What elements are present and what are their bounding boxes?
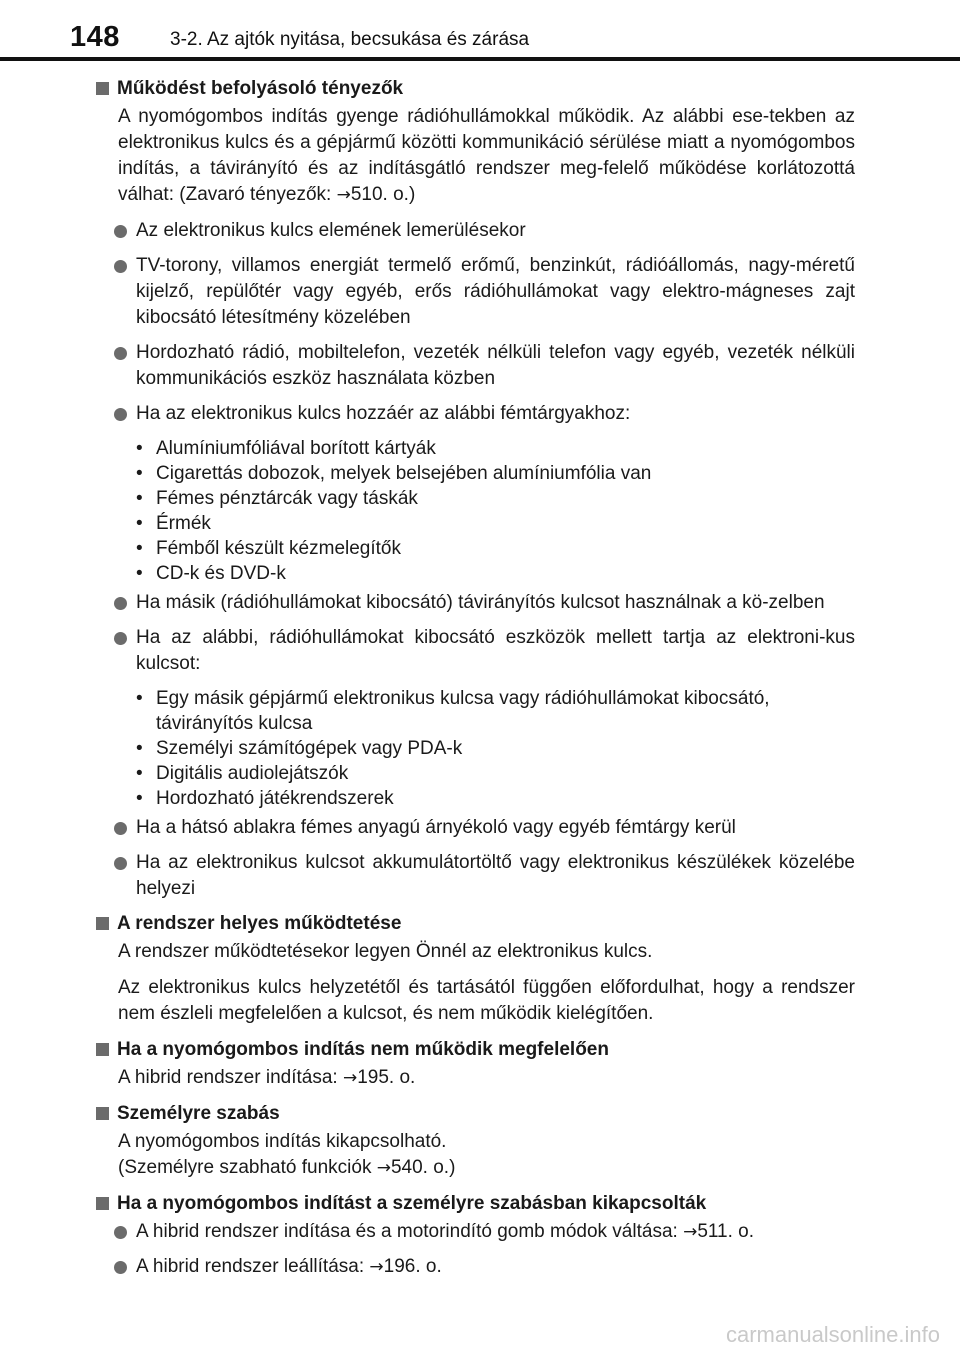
bullet-text: Ha a hátsó ablakra fémes anyagú árnyékoló vagy egyéb fémtárgy kerül — [136, 817, 736, 838]
bullet-item — [136, 850, 855, 902]
sub-list-item — [136, 486, 855, 511]
bullet-text: A hibrid rendszer indítása és a motorindító gomb módok váltása: →511. o. — [136, 1221, 755, 1242]
bullet-item — [136, 1219, 855, 1245]
bullet-circle-icon — [114, 822, 127, 835]
sub-list-item — [136, 511, 855, 536]
bullet-item — [136, 590, 855, 616]
sub-list-item — [136, 536, 855, 561]
sub-list-item — [136, 736, 855, 761]
page-reference-arrow-icon: → — [342, 1068, 358, 1088]
page-reference-arrow-icon: → — [369, 1257, 384, 1277]
bullet-circle-icon — [114, 408, 127, 421]
bullet-text: Ha másik (rádióhullámokat kibocsátó) távirányítós kulcsot használnak a kö-zelben — [136, 592, 825, 613]
bullet-circle-icon — [114, 1226, 127, 1239]
section-marker-square-icon — [96, 82, 109, 95]
sub-bullet-icon: • — [136, 563, 143, 584]
section-heading — [0, 911, 960, 937]
header-divider — [0, 57, 960, 61]
sub-bullet-icon: • — [136, 688, 143, 709]
sub-list-text: Fémes pénztárcák vagy táskák — [156, 488, 418, 509]
bullet-circle-icon — [114, 597, 127, 610]
bullet-item — [136, 218, 855, 244]
bullet-circle-icon — [114, 1261, 127, 1274]
bullet-item — [136, 340, 855, 392]
sub-list-text: Hordozható játékrendszerek — [156, 788, 394, 809]
page-number: 148 — [70, 21, 120, 53]
page-reference-arrow-icon: → — [376, 1158, 391, 1178]
section-heading — [0, 76, 960, 102]
sub-list-item — [136, 461, 855, 486]
bullet-item — [136, 401, 855, 427]
section-title: Működést befolyásoló tényezők — [117, 78, 404, 99]
section-title: Ha a nyomógombos indítás nem működik megfelelően — [117, 1039, 609, 1060]
sub-list-text: Egy másik gépjármű elektronikus kulcsa vagy rádióhullámokat kibocsátó, távirányítós kulcsa — [156, 688, 770, 734]
bullet-item — [136, 625, 855, 677]
bullet-text: Ha az alábbi, rádióhullámokat kibocsátó eszközök mellett tartja az elektroni-kus kulcsot: — [136, 627, 855, 674]
sub-list-text: Digitális audiolejátszók — [156, 763, 349, 784]
bullet-text: Ha az elektronikus kulcs hozzáér az alábbi fémtárgyakhoz: — [136, 403, 631, 424]
body-paragraph: A nyomógombos indítás gyenge rádióhullámokkal működik. Az alábbi ese-tekben az elektronikus kulcs és a gépjármű közötti kommunikáció sérülése miatt a nyomógombos indítás, a távirányító és az indításgátló rendszer meg-felelő működése korlátozottá válhat: (Zavaró tényezők: →510. o.) — [118, 106, 855, 205]
sub-bullet-icon: • — [136, 463, 143, 484]
section-title: A rendszer helyes működtetése — [117, 913, 402, 934]
sub-bullet-icon: • — [136, 738, 143, 759]
body-paragraph: Az elektronikus kulcs helyzetétől és tartásától függően előfordulhat, hogy a rendszer nem észleli megfelelően a kulcsot, és nem működik kielégítően. — [118, 977, 855, 1024]
sub-list-text: Cigarettás dobozok, melyek belsejében alumíniumfólia van — [156, 463, 652, 484]
bullet-text: Hordozható rádió, mobiltelefon, vezeték nélküli telefon vagy egyéb, vezeték nélküli kommunikációs eszköz használata közben — [136, 342, 855, 389]
bullet-text: TV-torony, villamos energiát termelő erőmű, benzinkút, rádióállomás, nagy-méretű kijelző, repülőtér vagy egyéb, erős rádióhullámokat vagy elektro-mágneses zajt kibocsátó létesítmény közelében — [136, 255, 855, 328]
section-title: Ha a nyomógombos indítást a személyre szabásban kikapcsolták — [117, 1193, 707, 1214]
sub-list-item — [136, 436, 855, 461]
sub-list-text: Fémből készült kézmelegítők — [156, 538, 401, 559]
section-marker-square-icon — [96, 917, 109, 930]
bullet-text: A hibrid rendszer leállítása: →196. o. — [136, 1256, 442, 1277]
bullet-text: Az elektronikus kulcs elemének lemerülésekor — [136, 220, 526, 241]
sub-list — [0, 436, 960, 586]
sub-bullet-icon: • — [136, 488, 143, 509]
page-header — [0, 0, 960, 56]
bullet-item — [136, 1254, 855, 1280]
page-content — [0, 76, 960, 1289]
sub-bullet-icon: • — [136, 438, 143, 459]
section-heading — [0, 1037, 960, 1063]
bullet-text: Ha az elektronikus kulcsot akkumulátortöltő vagy elektronikus készülékek közelébe helyezi — [136, 852, 855, 899]
section-heading — [0, 1101, 960, 1127]
bullet-item — [136, 253, 855, 331]
sub-list-text: CD-k és DVD-k — [156, 563, 286, 584]
sub-bullet-icon: • — [136, 763, 143, 784]
section-title: Személyre szabás — [117, 1103, 280, 1124]
page-reference-arrow-icon: → — [336, 185, 351, 205]
sub-list-text: Érmék — [156, 513, 211, 534]
section-marker-square-icon — [96, 1107, 109, 1120]
sub-list-item — [136, 686, 855, 736]
bullet-circle-icon — [114, 632, 127, 645]
sub-bullet-icon: • — [136, 538, 143, 559]
sub-list-item — [136, 761, 855, 786]
sub-bullet-icon: • — [136, 513, 143, 534]
bullet-circle-icon — [114, 225, 127, 238]
sub-list-item — [136, 561, 855, 586]
sub-list-text: Személyi számítógépek vagy PDA-k — [156, 738, 463, 759]
sub-bullet-icon: • — [136, 788, 143, 809]
body-paragraph: A hibrid rendszer indítása: →195. o. — [118, 1067, 416, 1088]
watermark: carmanualsonline.info — [725, 1322, 940, 1347]
bullet-circle-icon — [114, 260, 127, 273]
section-marker-square-icon — [96, 1043, 109, 1056]
bullet-item — [136, 815, 855, 841]
body-paragraph: A rendszer működtetésekor legyen Önnél az elektronikus kulcs. — [118, 941, 653, 962]
section-heading — [0, 1191, 960, 1217]
section-marker-square-icon — [96, 1197, 109, 1210]
sub-list-text: Alumíniumfóliával borított kártyák — [156, 438, 436, 459]
page-reference-arrow-icon: → — [683, 1222, 698, 1242]
chapter-title: 3-2. Az ajtók nyitása, becsukása és zárása — [170, 29, 530, 50]
sub-list-item — [136, 786, 855, 811]
sub-list — [0, 686, 960, 811]
body-paragraph: A nyomógombos indítás kikapcsolható. (Személyre szabható funkciók →540. o.) — [118, 1131, 456, 1178]
bullet-circle-icon — [114, 857, 127, 870]
bullet-circle-icon — [114, 347, 127, 360]
